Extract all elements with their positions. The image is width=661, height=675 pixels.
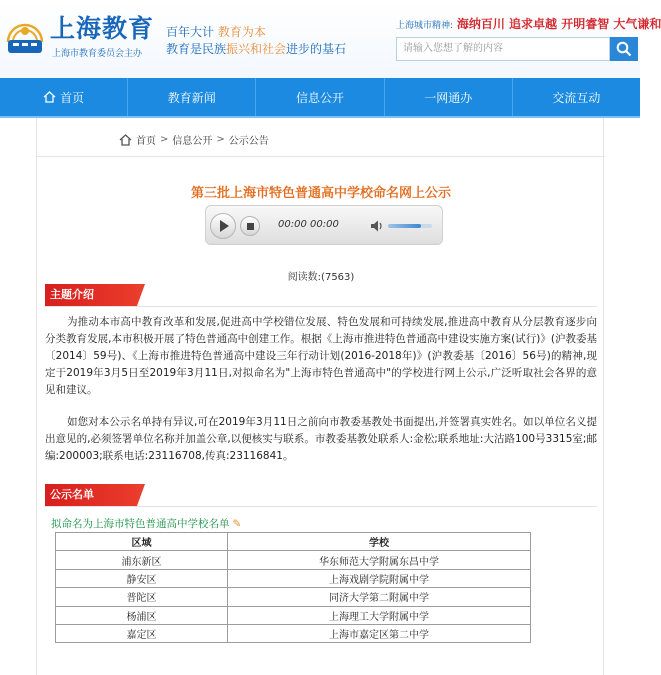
section-divider: [45, 506, 597, 507]
search-input[interactable]: 请输入您想了解的内容: [396, 37, 610, 61]
intro-paragraph-2: 如您对本公示名单持有异议,可在2019年3月11日之前向市教委基教处书面提出,并签署真实姓名。如以单位名义提出意见的,必须签署单位名称并加盖公章,以便核实与联系。市教委基教处联系人:金松;联系地址:大沽路100号3315室;邮编:200003;联系电话:23116708,传真:23116841。: [45, 416, 597, 462]
play-button[interactable]: [210, 213, 236, 239]
table-cell-district: 杨浦区: [56, 606, 228, 624]
nav-one-stop-service[interactable]: [385, 78, 513, 116]
section-heading-list: 公示名单: [45, 484, 137, 506]
table-cell-school: 上海理工大学附属中学: [228, 606, 531, 624]
intro-paragraph-1: 为推动本市高中教育改革和发展,促进高中学校错位发展、特色发展和可持续发展,推进高中教育从分层教育逐步向分类教育发展,本市积极开展了特色普通高中创建工作。根据《上海市推进特色普通高中建设实施方案(试行)》(沪教委基〔2014〕59号)、《上海市推进特色普通高中建设三年行动计划(2016-2018年)》(沪教委基〔2016〕56号)的精神,现定于2019年3月5日至2019年3月11日,对拟命名为"上海市特色普通高中"的学校进行网上公示,广泛听取社会各界的意见和建议。: [45, 316, 597, 396]
nav-home-label: 首页: [60, 90, 85, 105]
education-logo-icon[interactable]: [4, 16, 46, 58]
nav-education-news[interactable]: [128, 78, 256, 116]
home-icon: [119, 134, 132, 146]
city-spirit-label: 上海城市精神:: [396, 21, 454, 31]
table-cell-school: 上海市嘉定区第二中学: [228, 624, 531, 642]
table-cell-district: 普陀区: [56, 588, 228, 606]
nav-label: 一网通办: [424, 90, 473, 105]
nav-info-disclosure[interactable]: [256, 78, 384, 116]
main-nav: [0, 78, 640, 116]
slogan-2-part-a: 教育是民族: [166, 42, 227, 56]
site-header: [0, 0, 661, 78]
slogan-1-part-a: 百年大计: [166, 25, 215, 39]
school-table: [55, 532, 531, 643]
stop-button[interactable]: [240, 216, 260, 236]
table-row: [56, 606, 531, 624]
city-spirit-text: 海纳百川 追求卓越 开明睿智 大气谦和: [456, 17, 661, 31]
table-cell-school: 华东师范大学附属东昌中学: [228, 551, 531, 569]
site-logo-title[interactable]: 上海教育: [50, 14, 155, 43]
school-list-title-text: 拟命名为上海市特色普通高中学校名单: [51, 518, 230, 530]
table-row: [56, 624, 531, 642]
nav-label: 交流互动: [552, 90, 601, 105]
breadcrumb-separator: >: [160, 134, 169, 145]
breadcrumb-separator: >: [216, 134, 225, 145]
play-icon: [219, 220, 229, 232]
table-cell-district: 浦东新区: [56, 551, 228, 569]
table-cell-district: 嘉定区: [56, 624, 228, 642]
pencil-icon: ✎: [232, 518, 242, 530]
audio-player: [205, 205, 443, 245]
volume-slider-fill: [388, 224, 421, 228]
site-logo-subtitle: 上海市教育委员会主办: [52, 49, 143, 59]
slogan-1-part-b: 教育为本: [217, 25, 266, 39]
table-header-row: [56, 533, 531, 551]
read-count: 阅读数:(7563): [287, 272, 355, 283]
breadcrumb-info-disclosure[interactable]: 信息公开: [172, 136, 213, 147]
table-cell-district: 静安区: [56, 569, 228, 587]
slogan-line-2: [166, 41, 346, 57]
breadcrumb-notices[interactable]: 公示公告: [228, 136, 269, 147]
article-container: [36, 118, 604, 675]
current-time: 00:00: [278, 219, 307, 230]
nav-home[interactable]: [0, 78, 128, 116]
table-row: [56, 569, 531, 587]
table-cell-school: 同济大学第二附属中学: [228, 588, 531, 606]
search-icon: [616, 41, 632, 57]
table-cell-school: 上海戏剧学院附属中学: [228, 569, 531, 587]
stop-icon: [247, 223, 254, 230]
nav-interaction[interactable]: [513, 78, 640, 116]
breadcrumb: [119, 132, 269, 147]
table-row: [56, 588, 531, 606]
volume-icon[interactable]: [370, 219, 384, 233]
slogan-line-1: [166, 24, 266, 40]
volume-slider[interactable]: [388, 224, 432, 228]
table-row: [56, 551, 531, 569]
nav-label: 信息公开: [296, 90, 345, 105]
slogan-2-part-c: 进步的基石: [286, 42, 347, 56]
slogan-2-part-b: 振兴和社会: [226, 42, 287, 56]
breadcrumb-divider: [37, 156, 605, 157]
table-header-district: 区域: [56, 533, 228, 551]
table-header-school: 学校: [228, 533, 531, 551]
home-icon: [43, 91, 56, 103]
city-spirit: [396, 16, 661, 34]
article-title: 第三批上海市特色普通高中学校命名网上公示: [190, 186, 451, 201]
breadcrumb-home[interactable]: 首页: [136, 136, 156, 147]
section-heading-intro: 主题介绍: [45, 284, 137, 306]
nav-label: 教育新闻: [167, 90, 216, 105]
section-divider: [45, 306, 597, 307]
search-button[interactable]: [610, 37, 638, 61]
school-list-title: [51, 516, 241, 531]
duration-time: 00:00: [310, 219, 339, 230]
